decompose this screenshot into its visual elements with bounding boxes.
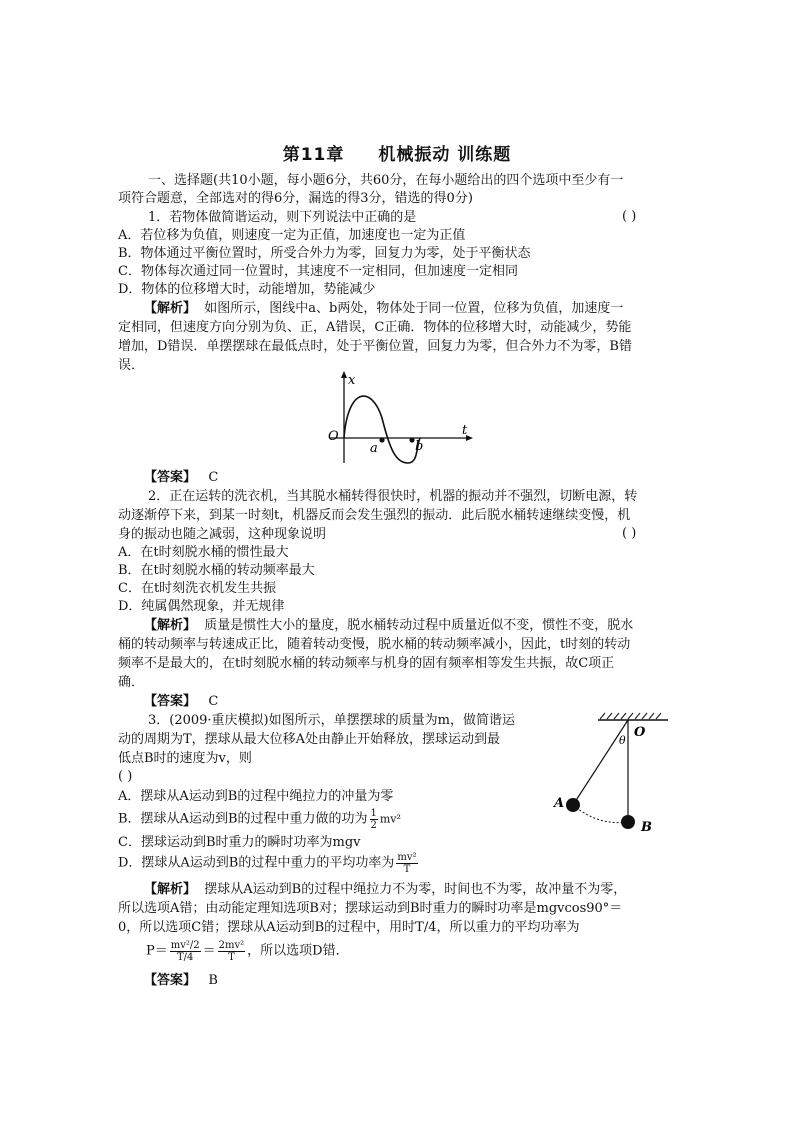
q3-analysis-tag: 【解析】 bbox=[144, 882, 197, 897]
fraction-numerator: mv² bbox=[397, 852, 417, 863]
q2-analysis-line-2: 桶的转动频率与转速成正比，随着转动变慢，脱水桶的转动频率减小，因此，t时刻的转动 bbox=[118, 637, 631, 652]
q1-answer-value: C bbox=[208, 470, 219, 485]
q1-analysis-text-1: 如图所示，图线中a、b两处，物体处于同一位置，位移为负值，加速度一 bbox=[204, 301, 624, 316]
q1-option-b: B．物体通过平衡位置时，所受合外力为零，回复力为零，处于平衡状态 bbox=[118, 246, 531, 261]
q2-analysis-line-3: 频率不是最大的，在t时刻脱水桶的转动频率与机身的固有频率相等发生共振，故C项正 bbox=[118, 656, 615, 671]
q1-answer-paren: ( ) bbox=[622, 209, 637, 224]
q1-analysis-tag: 【解析】 bbox=[144, 301, 197, 316]
q1-option-d: D．物体的位移增大时，动能增加，势能减少 bbox=[118, 282, 376, 297]
q3-answer-paren: ( ) bbox=[118, 769, 133, 784]
q2-analysis-line-4: 确． bbox=[118, 675, 145, 690]
formula-lhs: P＝ bbox=[146, 943, 168, 959]
y-axis-label: x bbox=[348, 373, 356, 388]
q2-answer-line bbox=[144, 693, 218, 711]
q3-analysis-text-1: 摆球从A运动到B的过程中绳拉力不为零，时间也不为零，故冲量不为零， bbox=[204, 882, 627, 897]
point-a-label: a bbox=[370, 441, 378, 456]
q3-option-a: A．摆球从A运动到B的过程中绳拉力的冲量为零 bbox=[118, 789, 394, 804]
sine-curve bbox=[344, 396, 420, 463]
q2-analysis-line-1 bbox=[144, 617, 633, 635]
fraction-numerator: mv²/2 bbox=[170, 940, 200, 951]
fraction-denominator: 2 bbox=[370, 820, 377, 831]
q3-option-b-text: B．摆球从A运动到B的过程中重力做的功为 bbox=[118, 811, 368, 827]
q2-stem-line-1: 2．正在运转的洗衣机，当其脱水桶转得很快时，机器的振动并不强烈，切断电源，转 bbox=[148, 489, 638, 504]
q1-analysis-line-4: 误． bbox=[118, 358, 145, 373]
q1-option-a: A．若位移为负值，则速度一定为正值，加速度也一定为正值 bbox=[118, 228, 466, 243]
q2-answer-paren: ( ) bbox=[622, 526, 637, 541]
ceiling-hatch bbox=[600, 713, 661, 719]
x-axis-label: t bbox=[462, 423, 468, 438]
string-to-a bbox=[573, 720, 628, 805]
q3-option-b-tail: mv² bbox=[379, 812, 401, 826]
q1-analysis-line-1 bbox=[144, 300, 623, 318]
q2-answer-value: C bbox=[208, 694, 219, 709]
angle-label: θ bbox=[619, 734, 626, 747]
q3-power-formula bbox=[146, 940, 349, 963]
q3-answer-tag: 【答案】 bbox=[144, 973, 197, 988]
point-b-dot bbox=[409, 437, 414, 442]
q2-answer-tag: 【答案】 bbox=[144, 694, 197, 709]
fraction-denominator: T/4 bbox=[176, 952, 194, 963]
q1-answer-line bbox=[144, 469, 218, 487]
fraction-denominator: T bbox=[403, 864, 411, 875]
q3-analysis-line-2: 所以选项A错；由动能定理知选项B对；摆球运动到B时重力的瞬时功率是mgvcos90°＝ bbox=[118, 901, 623, 916]
q3-option-d bbox=[118, 852, 420, 875]
section-intro-line-2: 项符合题意，全部选对的得6分，漏选的得3分，错选的得0分) bbox=[118, 191, 473, 206]
q3-stem-line-2: 动的周期为T，摆球从最大位移A处由静止开始释放，摆球运动到最 bbox=[118, 732, 501, 747]
y-axis-arrow bbox=[341, 371, 347, 378]
q3-option-b-fraction bbox=[370, 808, 378, 831]
origin-label: O bbox=[328, 429, 339, 444]
q3-stem-line-1: 3．(2009·重庆模拟)如图所示，单摆摆球的质量为m，做简谐运 bbox=[148, 713, 515, 728]
pivot-label: O bbox=[634, 725, 646, 740]
q2-option-c: C．在t时刻洗衣机发生共振 bbox=[118, 581, 277, 596]
point-b-label: b bbox=[415, 439, 424, 454]
ball-b bbox=[621, 815, 635, 829]
q1-answer-tag: 【答案】 bbox=[144, 470, 197, 485]
q3-option-b bbox=[118, 808, 401, 831]
page-title bbox=[0, 140, 794, 165]
q1-sine-graph bbox=[320, 368, 480, 468]
q1-analysis-line-2: 定相同，但速度方向分别为负、正，A错误，C正确．物体的位移增大时，动能减少，势能 bbox=[118, 320, 632, 335]
formula-tail: ，所以选项D错． bbox=[247, 943, 349, 959]
q2-option-a: A．在t时刻脱水桶的惯性最大 bbox=[118, 545, 289, 560]
formula-fraction-2 bbox=[218, 940, 246, 963]
chapter-number: 第11章 bbox=[282, 145, 345, 165]
q3-analysis-line-3: 0，所以选项C错；摆球从A运动到B的过程中，用时T/4，所以重力的平均功率为 bbox=[118, 920, 580, 935]
q3-analysis-line-1 bbox=[144, 881, 626, 899]
point-a-dot bbox=[379, 437, 384, 442]
q2-stem-line-3: 身的振动也随之减弱，这种现象说明 bbox=[118, 527, 327, 542]
swing-path bbox=[573, 805, 628, 823]
q2-analysis-text-1: 质量是惯性大小的量度，脱水桶转动过程中质量近似不变，惯性不变，脱水 bbox=[204, 618, 634, 633]
q1-analysis-line-3: 增加，D错误．单摆摆球在最低点时，处于平衡位置，回复力为零，但合外力不为零，B错 bbox=[118, 339, 632, 354]
q2-option-d: D．纯属偶然现象，并无规律 bbox=[118, 599, 285, 614]
q3-option-d-fraction bbox=[396, 852, 417, 875]
q1-option-c: C．物体每次通过同一位置时，其速度不一定相同，但加速度一定相同 bbox=[118, 264, 518, 279]
q2-option-b: B．在t时刻脱水桶的转动频率最大 bbox=[118, 563, 315, 578]
q2-stem-line-2: 动逐渐停下来，到某一时刻t，机器反而会发生强烈的振动．此后脱水桶转速继续变慢，机 bbox=[118, 508, 631, 523]
chapter-name: 机械振动 训练题 bbox=[378, 145, 512, 165]
q3-pendulum-figure bbox=[548, 710, 678, 840]
fraction-numerator: 1 bbox=[370, 808, 377, 819]
formula-fraction-1 bbox=[170, 940, 201, 963]
formula-equals: ＝ bbox=[202, 943, 216, 959]
q3-option-c: C．摆球运动到B时重力的瞬时功率为mgv bbox=[118, 835, 361, 850]
fraction-numerator: 2mv² bbox=[218, 940, 245, 951]
q3-stem-line-3: 低点B时的速度为v，则 bbox=[118, 751, 252, 766]
q2-analysis-tag: 【解析】 bbox=[144, 618, 197, 633]
q3-answer-value: B bbox=[208, 973, 218, 988]
ball-a bbox=[566, 798, 580, 812]
q3-option-d-text: D．摆球从A运动到B的过程中重力的平均功率为 bbox=[118, 855, 395, 871]
q1-stem: 1．若物体做简谐运动，则下列说法中正确的是 bbox=[148, 210, 417, 225]
fraction-denominator: T bbox=[228, 952, 235, 963]
point-b-label: B bbox=[641, 820, 652, 835]
q3-answer-line bbox=[144, 972, 218, 990]
point-a-label: A bbox=[554, 796, 565, 811]
section-intro-line-1: 一、选择题(共10小题，每小题6分，共60分，在每小题给出的四个选项中至少有一 bbox=[148, 173, 624, 188]
